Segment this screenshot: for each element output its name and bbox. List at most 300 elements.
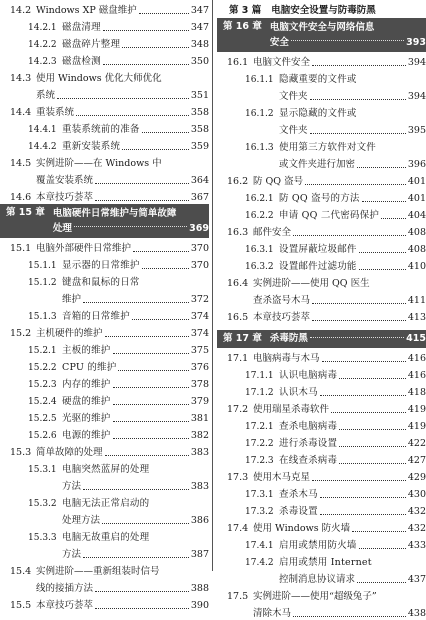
toc-entry [0, 476, 209, 493]
entry-title: 电脑无法正常启动的 [62, 498, 150, 509]
entry-title: 主机硬件的维护 [36, 328, 103, 339]
toc-entry [0, 357, 209, 374]
toc-entry [0, 391, 209, 408]
chapter-number: 第 17 章 [223, 333, 262, 344]
entry-title: 设置邮件过滤功能 [279, 261, 357, 272]
toc-entry [217, 222, 426, 239]
toc-entry [217, 290, 426, 307]
entry-page: 411 [407, 295, 426, 306]
entry-page: 416 [407, 370, 426, 381]
toc-entry [0, 340, 209, 357]
entry-title: 启用或禁用防火墙 [279, 540, 357, 551]
toc-entry [0, 136, 209, 153]
toc-entry [0, 459, 209, 476]
entry-title: 认识木马 [279, 387, 318, 398]
toc-entry [0, 238, 209, 255]
toc-entry [0, 272, 209, 289]
dot-leader [322, 361, 406, 362]
toc-entry [217, 365, 426, 382]
dot-leader [95, 591, 189, 592]
toc-entry [217, 552, 426, 569]
entry-number: 15.4 [10, 566, 32, 577]
toc-entry [217, 256, 426, 273]
entry-title: 设置屏蔽垃圾邮件 [279, 244, 357, 255]
entry-title: 本章技巧荟萃 [253, 312, 311, 323]
entry-page: 358 [190, 124, 209, 135]
toc-entry [217, 307, 426, 324]
dot-leader [113, 387, 189, 388]
toc-entry [217, 137, 426, 154]
entry-title: 重新安装系统 [62, 141, 121, 152]
dot-leader [113, 353, 189, 354]
toc-entry [217, 273, 426, 290]
entry-number: 14.4.2 [28, 142, 57, 152]
dot-leader [118, 370, 188, 371]
dot-leader [310, 133, 406, 134]
chapter-title-line2: 安全 [269, 36, 289, 48]
entry-title: 线的接插方法 [36, 583, 94, 594]
toc-entry [217, 52, 426, 69]
entry-number: 16.1.1 [245, 75, 274, 85]
dot-leader [291, 40, 404, 41]
entry-page: 410 [407, 261, 426, 272]
chapter-number: 第 15 章 [6, 207, 45, 218]
entry-number: 16.1 [227, 57, 249, 68]
entry-title: 查杀电脑病毒 [279, 421, 338, 432]
dot-leader [83, 302, 189, 303]
entry-page: 433 [407, 540, 426, 551]
toc-entry [217, 569, 426, 586]
toc-entry [217, 348, 426, 365]
entry-title: 或文件夹进行加密 [279, 159, 356, 170]
dot-leader [312, 303, 406, 304]
dot-leader [357, 582, 406, 583]
toc-entry [0, 102, 209, 119]
entry-page: 401 [407, 176, 426, 187]
entry-number: 14.4 [10, 107, 32, 118]
dot-leader [339, 378, 406, 379]
dot-leader [293, 235, 406, 236]
entry-page: 348 [190, 39, 209, 50]
dot-leader [320, 395, 406, 396]
entry-number: 15.2.5 [28, 414, 57, 424]
toc-entry [217, 239, 426, 256]
toc-entry [0, 289, 209, 306]
entry-title: 电源的维护 [62, 430, 111, 441]
entry-number: 16.3.1 [245, 245, 274, 255]
entry-title: 内存的维护 [62, 379, 111, 390]
part-3-heading [217, 0, 426, 18]
toc-entry [0, 493, 209, 510]
dot-leader [359, 252, 406, 253]
entry-title: 磁盘碎片整理 [62, 39, 121, 50]
dot-leader [305, 184, 406, 185]
toc-entry [0, 374, 209, 391]
entry-number: 17.2.1 [245, 422, 274, 432]
entry-page: 438 [407, 608, 426, 619]
toc-section-17 [217, 348, 426, 620]
entry-title: 电脑文件安全 [253, 57, 311, 68]
toc-entry [0, 170, 209, 187]
entry-title: 光驱的维护 [62, 413, 111, 424]
entry-page: 350 [190, 56, 209, 67]
entry-number: 15.2.1 [28, 346, 57, 356]
toc-entry [0, 0, 209, 17]
entry-page: 383 [190, 447, 209, 458]
entry-title: 硬盘的维护 [62, 396, 111, 407]
entry-page: 351 [190, 90, 209, 101]
entry-page: 367 [190, 192, 209, 203]
toc-entry [217, 467, 426, 484]
chapter-title-line1: 电脑硬件日常维护与简单故障 [52, 207, 177, 219]
dot-leader [310, 99, 406, 100]
entry-page: 387 [190, 549, 209, 560]
dot-leader [339, 429, 406, 430]
entry-number: 15.3 [10, 447, 32, 458]
entry-title: 维护 [62, 294, 82, 305]
dot-leader [339, 463, 406, 464]
entry-number: 17.5 [227, 591, 249, 602]
entry-title: 使用木马克星 [253, 472, 311, 483]
toc-entry [217, 205, 426, 222]
entry-title: 杀毒设置 [279, 506, 318, 517]
entry-number: 16.5 [227, 312, 249, 323]
dot-leader [83, 489, 189, 490]
left-column [0, 0, 209, 612]
entry-title: 实例进阶——重新组装时信号 [36, 566, 160, 577]
entry-title: 电脑突然蓝屏的处理 [62, 464, 150, 475]
dot-leader [142, 132, 189, 133]
entry-title: 控制消息协议请求 [279, 574, 356, 585]
entry-number: 15.1.2 [28, 278, 57, 288]
entry-title: 本章技巧荟萃 [36, 192, 94, 203]
toc-entry [217, 69, 426, 86]
entry-page: 375 [190, 345, 209, 356]
entry-number: 17.4.2 [245, 558, 274, 568]
entry-number: 16.4 [227, 278, 249, 289]
entry-page: 408 [407, 227, 426, 238]
toc-entry [217, 86, 426, 103]
dot-leader [381, 218, 406, 219]
entry-title: 查杀盗号木马 [253, 295, 311, 306]
toc-entry [217, 450, 426, 467]
entry-page: 381 [190, 413, 209, 424]
toc-entry [217, 188, 426, 205]
entry-page: 427 [407, 455, 426, 466]
entry-number: 15.2.6 [28, 431, 57, 441]
chapter-17-heading [217, 330, 426, 348]
entry-number: 15.2 [10, 328, 32, 339]
chapter-number: 第 16 章 [223, 21, 262, 32]
entry-page: 390 [190, 600, 209, 611]
entry-page: 408 [407, 244, 426, 255]
entry-number: 16.3 [227, 227, 249, 238]
entry-title: 申请 QQ 二代密码保护 [279, 210, 380, 221]
entry-page: 388 [190, 583, 209, 594]
toc-entry [217, 171, 426, 188]
dot-leader [74, 226, 187, 227]
toc-section-15 [0, 238, 209, 612]
toc-entry [0, 255, 209, 272]
entry-number: 15.3.3 [28, 533, 57, 543]
entry-page: 432 [407, 506, 426, 517]
entry-title: 使用 Windows 优化大师优化 [36, 73, 162, 84]
toc-entry [0, 544, 209, 561]
dot-leader [310, 337, 404, 338]
entry-number: 14.5 [10, 158, 32, 169]
entry-page: 374 [190, 311, 209, 322]
chapter-title-line2: 处理 [52, 222, 72, 234]
dot-leader [105, 455, 189, 456]
dot-leader [357, 167, 406, 168]
entry-title: 实例进阶——在 Windows 中 [36, 158, 162, 169]
chapter-page: 369 [189, 222, 209, 234]
toc-entry [217, 535, 426, 552]
dot-leader [113, 421, 189, 422]
entry-number: 17.3.1 [245, 490, 274, 500]
entry-page: 419 [407, 404, 426, 415]
entry-number: 15.1 [10, 243, 32, 254]
entry-title: 键盘和鼠标的日常 [62, 277, 140, 288]
entry-number: 14.4.1 [28, 125, 57, 135]
dot-leader [95, 183, 189, 184]
dot-leader [142, 268, 189, 269]
entry-number: 16.2.1 [245, 194, 274, 204]
entry-number: 17.4.1 [245, 541, 274, 551]
toc-entry [0, 153, 209, 170]
entry-number: 15.1.1 [28, 261, 57, 271]
entry-title: 覆盖安装系统 [36, 175, 94, 186]
toc-entry [0, 306, 209, 323]
entry-page: 416 [407, 353, 426, 364]
dot-leader [102, 523, 189, 524]
toc-entry [0, 595, 209, 612]
dot-leader [103, 64, 189, 65]
entry-page: 430 [407, 489, 426, 500]
column-divider [212, 0, 213, 571]
entry-page: 418 [407, 387, 426, 398]
entry-number: 17.2 [227, 404, 249, 415]
entry-number: 14.2.3 [28, 57, 57, 67]
toc-entry [0, 578, 209, 595]
entry-page: 383 [190, 481, 209, 492]
toc-entry [217, 501, 426, 518]
entry-title: 音箱的日常维护 [62, 311, 130, 322]
dot-leader [293, 616, 406, 617]
entry-page: 395 [407, 125, 426, 136]
dot-leader [320, 497, 406, 498]
entry-number: 15.5 [10, 600, 32, 611]
entry-title: 方法 [62, 549, 82, 560]
entry-page: 379 [190, 396, 209, 407]
entry-page: 437 [407, 574, 426, 585]
entry-number: 16.2 [227, 176, 249, 187]
entry-title: 邮件安全 [253, 227, 292, 238]
toc-entry [217, 518, 426, 535]
toc-section-14 [0, 0, 209, 204]
entry-title: 隐藏重要的文件或 [279, 74, 357, 85]
toc-entry [0, 187, 209, 204]
toc-entry [0, 323, 209, 340]
entry-title: 使用第三方软件对文件 [279, 142, 377, 153]
entry-title: 电脑外部硬件日常维护 [36, 243, 132, 254]
entry-page: 394 [407, 91, 426, 102]
entry-title: 认识电脑病毒 [279, 370, 338, 381]
entry-number: 17.1.1 [245, 371, 274, 381]
entry-page: 364 [190, 175, 209, 186]
entry-number: 14.2 [10, 5, 32, 16]
toc-entry [0, 119, 209, 136]
dot-leader [95, 200, 189, 201]
toc-entry [0, 561, 209, 578]
dot-leader [359, 548, 406, 549]
entry-page: 432 [407, 523, 426, 534]
entry-title: 清除木马 [253, 608, 292, 619]
toc-entry [0, 527, 209, 544]
toc-entry [217, 120, 426, 137]
entry-title: 显示隐藏的文件或 [279, 108, 357, 119]
entry-number: 15.2.3 [28, 380, 57, 390]
dot-leader [103, 30, 189, 31]
toc-entry [217, 382, 426, 399]
toc-entry [0, 510, 209, 527]
entry-title: 处理方法 [62, 515, 101, 526]
entry-number: 15.3.2 [28, 499, 57, 509]
dot-leader [132, 319, 189, 320]
dot-leader [352, 531, 406, 532]
dot-leader [312, 480, 406, 481]
entry-number: 17.1 [227, 353, 249, 364]
toc-entry [0, 68, 209, 85]
entry-page: 370 [190, 243, 209, 254]
toc-entry [0, 51, 209, 68]
entry-page: 347 [190, 22, 209, 33]
entry-title: 在线查杀病毒 [279, 455, 338, 466]
entry-number: 15.2.4 [28, 397, 57, 407]
dot-leader [95, 608, 189, 609]
dot-leader [359, 269, 406, 270]
entry-page: 396 [407, 159, 426, 170]
toc-entry [217, 399, 426, 416]
right-column [217, 0, 426, 620]
dot-leader [122, 47, 189, 48]
toc-entry [217, 484, 426, 501]
entry-title: 使用 Windows 防火墙 [253, 523, 351, 534]
entry-page: 422 [407, 438, 426, 449]
entry-title: 文件夹 [279, 91, 308, 102]
entry-page: 372 [190, 294, 209, 305]
chapter-title: 杀毒防黑 [269, 333, 308, 344]
entry-title: 磁盘检测 [62, 56, 101, 67]
entry-number: 17.4 [227, 523, 249, 534]
toc-entry [0, 408, 209, 425]
entry-number: 14.2.1 [28, 23, 57, 33]
entry-page: 347 [190, 5, 209, 16]
toc-entry [217, 416, 426, 433]
entry-title: 电脑病毒与木马 [253, 353, 320, 364]
entry-number: 15.3.1 [28, 465, 57, 475]
entry-page: 401 [407, 193, 426, 204]
entry-title: 方法 [62, 481, 82, 492]
dot-leader [339, 446, 406, 447]
chapter-15-heading [0, 204, 209, 238]
entry-page: 378 [190, 379, 209, 390]
dot-leader [362, 201, 406, 202]
toc-entry [0, 442, 209, 459]
part-title: 电脑安全设置与防毒防黑 [271, 5, 376, 16]
entry-title: 简单故障的处理 [36, 447, 103, 458]
dot-leader [312, 320, 406, 321]
entry-page: 382 [190, 430, 209, 441]
toc-entry [0, 34, 209, 51]
entry-title: 重装系统前的准备 [62, 124, 140, 135]
entry-page: 374 [190, 328, 209, 339]
part-number: 第 3 篇 [229, 5, 262, 16]
entry-number: 16.1.2 [245, 109, 274, 119]
entry-number: 14.6 [10, 192, 32, 203]
dot-leader [133, 251, 189, 252]
dot-leader [57, 98, 189, 99]
dot-leader [331, 412, 406, 413]
entry-title: 实例进阶——使用“超级兔子” [253, 591, 377, 602]
entry-title: 文件夹 [279, 125, 308, 136]
entry-number: 17.2.2 [245, 439, 274, 449]
toc-entry [0, 85, 209, 102]
entry-page: 413 [407, 312, 426, 323]
entry-page: 386 [190, 515, 209, 526]
entry-number: 14.2.2 [28, 40, 57, 50]
entry-title: 磁盘清理 [62, 22, 101, 33]
dot-leader [113, 438, 189, 439]
entry-number: 16.2.2 [245, 211, 274, 221]
toc-section-16 [217, 52, 426, 324]
entry-title: 防 QQ 盗号的方法 [279, 193, 360, 204]
entry-title: 使用瑞星杀毒软件 [253, 404, 330, 415]
entry-title: 防 QQ 盗号 [253, 176, 304, 187]
entry-title: 实例进阶——使用 QQ 医生 [253, 278, 370, 289]
entry-title: Windows XP 磁盘维护 [36, 5, 137, 16]
toc-entry [217, 103, 426, 120]
dot-leader [83, 557, 189, 558]
entry-title: 主板的维护 [62, 345, 111, 356]
chapter-page: 393 [406, 36, 426, 48]
toc-entry [217, 433, 426, 450]
entry-title: 电脑无故重启的处理 [62, 532, 150, 543]
entry-title: 重装系统 [36, 107, 75, 118]
entry-number: 17.3 [227, 472, 249, 483]
toc-entry [0, 425, 209, 442]
entry-number: 16.1.3 [245, 143, 274, 153]
dot-leader [105, 336, 189, 337]
entry-title: 进行杀毒设置 [279, 438, 338, 449]
dot-leader [139, 13, 189, 14]
entry-title: 启用或禁用 Internet [279, 557, 372, 568]
chapter-16-heading [217, 18, 426, 52]
entry-number: 16.3.2 [245, 262, 274, 272]
toc-entry [217, 603, 426, 620]
entry-number: 15.2.2 [28, 363, 57, 373]
entry-number: 15.1.3 [28, 312, 57, 322]
entry-number: 17.3.2 [245, 507, 274, 517]
entry-number: 17.1.2 [245, 388, 274, 398]
dot-leader [320, 514, 406, 515]
entry-page: 376 [190, 362, 209, 373]
entry-title: CPU 的维护 [62, 362, 117, 373]
entry-page: 429 [407, 472, 426, 483]
entry-title: 查杀木马 [279, 489, 318, 500]
entry-title: 显示器的日常维护 [62, 260, 140, 271]
entry-title: 系统 [36, 90, 56, 101]
